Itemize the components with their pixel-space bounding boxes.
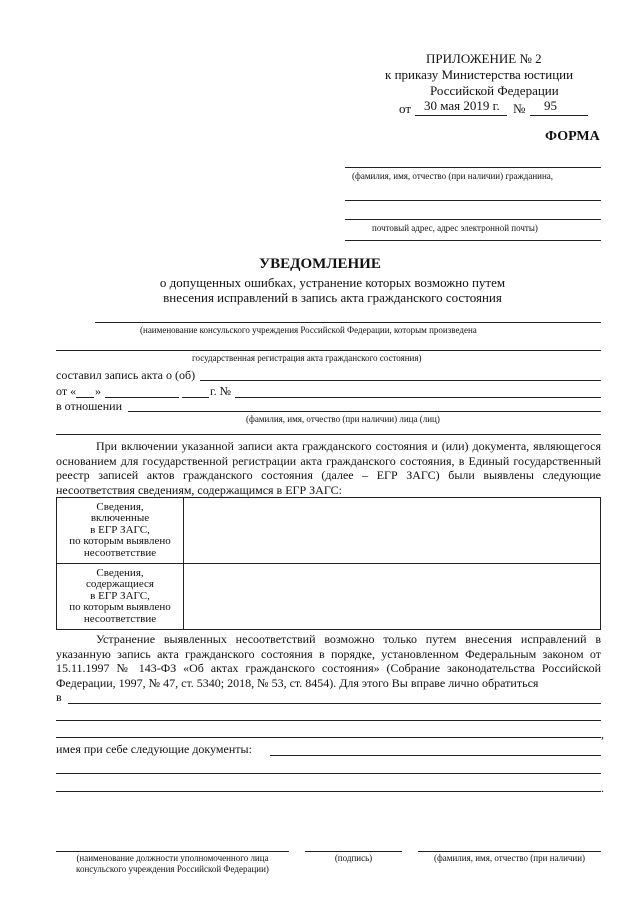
from-label: от « <box>56 384 77 398</box>
official-name-caption: (фамилия, имя, отчество (при наличии) <box>433 853 586 863</box>
date-value: 30 мая 2019 г. <box>424 98 500 113</box>
office-line-1[interactable] <box>68 703 601 704</box>
recipient-line-2[interactable] <box>345 200 601 201</box>
documents-line-1[interactable] <box>270 755 601 756</box>
row-value-contained[interactable] <box>184 564 601 630</box>
office-line-2[interactable] <box>56 720 601 721</box>
regarding-line[interactable] <box>128 411 601 412</box>
row-value-included[interactable] <box>184 498 601 564</box>
table-row <box>57 564 601 630</box>
number-value: 95 <box>544 98 557 113</box>
label-text: в ЕГР ЗАГС, <box>90 589 150 602</box>
table-row <box>57 498 601 564</box>
appendix-title: ПРИЛОЖЕНИЕ № 2 <box>426 51 542 66</box>
compiled-label: составил запись акта о (об) <box>56 368 196 382</box>
record-number-line[interactable] <box>235 397 601 398</box>
recipient-line-4[interactable] <box>345 240 601 241</box>
order-line-1: к приказу Министерства юстиции <box>385 67 574 82</box>
regarding-label: в отношении <box>56 399 123 413</box>
date-prefix: от <box>399 101 412 116</box>
number-underline <box>530 115 588 116</box>
official-name-line[interactable] <box>418 851 601 852</box>
label-text: содержащиеся <box>86 578 154 591</box>
month-line[interactable] <box>105 397 179 398</box>
label-text: несоответствие <box>83 546 157 559</box>
signature-line[interactable] <box>305 851 402 852</box>
discrepancy-table <box>56 497 601 630</box>
title-line-1: о допущенных ошибках, устранение которых возможно путем <box>159 275 506 290</box>
in-label: в <box>56 690 62 704</box>
person-caption: (фамилия, имя, отчество (при наличии) лица (лиц) <box>246 414 440 424</box>
recipient-name-line[interactable] <box>345 167 601 168</box>
consulate-line-2[interactable] <box>56 350 601 351</box>
consulate-caption-1: (наименование консульского учреждения Российской Федерации, которым произведена <box>140 325 477 335</box>
day-line[interactable] <box>76 397 94 398</box>
documents-label: имея при себе следующие документы: <box>56 742 252 756</box>
label-text: включенные <box>90 512 150 525</box>
row-label-included <box>57 498 184 564</box>
document-title: УВЕДОМЛЕНИЕ <box>259 256 381 272</box>
row-label-contained <box>57 564 184 630</box>
label-text: по которым выявлено <box>69 535 171 548</box>
consulate-caption-2: государственная регистрация акта гражданского состояния) <box>192 353 422 363</box>
position-caption-2: консульского учреждения Российской Федерации) <box>76 864 269 874</box>
label-text: в ЕГР ЗАГС, <box>90 523 150 536</box>
recipient-name-caption: (фамилия, имя, отчество (при наличии) гражданина, <box>352 171 554 181</box>
order-line-2: Российской Федерации <box>430 83 559 98</box>
label-text: по которым выявлено <box>69 601 171 614</box>
quote-close: » <box>95 384 101 398</box>
date-underline <box>415 115 507 116</box>
recipient-line-3[interactable] <box>345 219 601 220</box>
title-line-2: внесения исправлений в запись акта гражданского состояния <box>163 290 502 305</box>
form-label: ФОРМА <box>545 129 600 144</box>
documents-line-2[interactable] <box>56 773 601 774</box>
documents-line-3[interactable] <box>56 791 601 792</box>
label-text: несоответствие <box>83 612 157 625</box>
office-line-3[interactable] <box>56 737 601 738</box>
year-line[interactable] <box>182 397 209 398</box>
position-caption-1: (наименование должности уполномоченного лица <box>76 853 269 863</box>
signature-caption: (подпись) <box>334 853 373 863</box>
paragraph-correction: Устранение выявленных несоответствий возможно только путем внесения исправлений в указанную запись акта гражданского состояния в порядке, установленном Федеральным законом от 15.11.1997 № 143-ФЗ «Об актах гражданского состояния» (Собрание законодательства Российской Федерации, 1997, № 47, ст. 5340; 2018, № 53, ст. 8454). Для этого Вы вправе лично обратиться <box>56 632 601 690</box>
compiled-line[interactable] <box>200 380 601 381</box>
period: . <box>601 781 604 795</box>
position-line[interactable] <box>56 851 289 852</box>
consulate-line-1[interactable] <box>95 322 601 323</box>
number-label: № <box>513 101 526 116</box>
label-text: Сведения, <box>96 566 144 579</box>
recipient-address-caption: почтовый адрес, адрес электронной почты) <box>372 223 538 233</box>
label-text: Сведения, <box>96 500 144 513</box>
paragraph-discrepancies: При включении указанной записи акта гражданского состояния и (или) документа, являющегося основанием для государственной регистрации акта гражданского состояния, в Единый государственный реестр записей актов гражданского состояния (далее – ЕГР ЗАГС) были выявлены следующие несоответствия сведениям, содержащимся в ЕГР ЗАГС: <box>56 439 601 497</box>
year-label: г. № <box>210 384 232 398</box>
person-line-2[interactable] <box>56 434 601 435</box>
comma: , <box>601 727 604 741</box>
